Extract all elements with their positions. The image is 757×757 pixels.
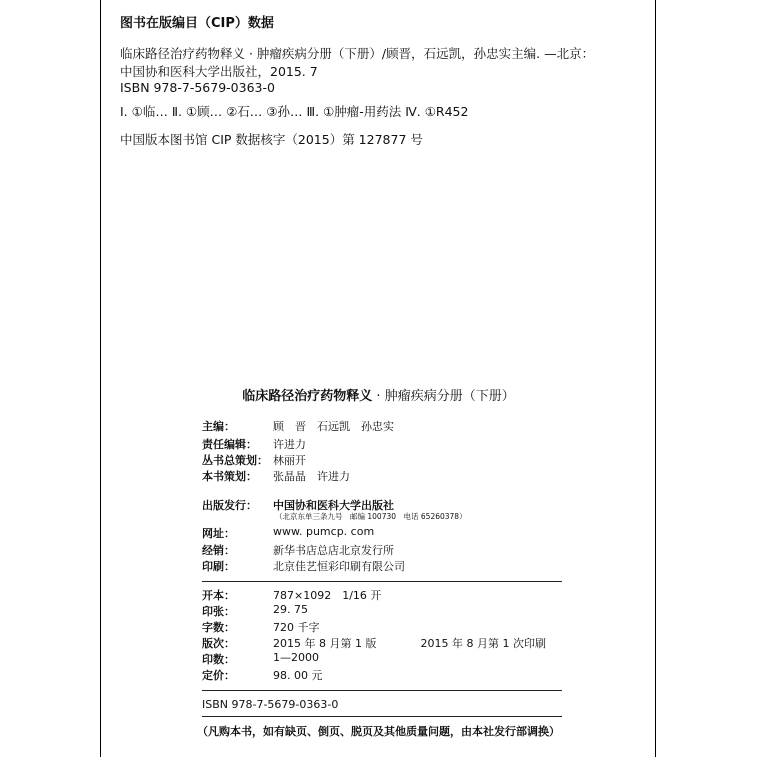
cip-line-1: 临床路径治疗药物释义 · 肿瘤疾病分册（下册）/顾晋，石远凯，孙忠实主编. —北京： [120, 46, 595, 61]
book-title [0, 385, 757, 404]
publisher-value-2: 新华书店总店北京发行所 [273, 544, 394, 557]
editor-label-2: 丛书总策划： [202, 454, 268, 467]
divider-middle [202, 690, 562, 691]
cip-line-4: Ⅰ. ①临… Ⅱ. ①顾… ②石… ③孙… Ⅲ. ①肿瘤-用药法 Ⅳ. ①R452 [120, 104, 469, 119]
divider-top [202, 581, 562, 582]
editor-value-1: 许进力 [273, 438, 306, 451]
spec-label-1: 印张： [202, 605, 235, 618]
cip-line-5: 中国版本图书馆 CIP 数据核字（2015）第 127877 号 [120, 132, 423, 147]
spec-value-1: 29. 75 [273, 603, 308, 616]
cip-line-2: 中国协和医科大学出版社，2015. 7 [120, 64, 318, 79]
publisher-label-2: 经销： [202, 544, 235, 557]
publisher-label-0: 出版发行： [202, 499, 257, 512]
book-title-main: 临床路径治疗药物释义 [242, 389, 373, 404]
editor-value-0: 顾 晋 石远凯 孙忠实 [273, 420, 394, 433]
isbn-bottom: ISBN 978-7-5679-0363-0 [202, 698, 339, 711]
spec-value-4: 1—2000 [273, 651, 319, 664]
spec-label-3: 版次： [202, 637, 235, 650]
spec-label-4: 印数： [202, 653, 235, 666]
publisher-label-3: 印刷： [202, 560, 235, 573]
publisher-value-1: www. pumcp. com [273, 525, 375, 538]
editor-label-1: 责任编辑： [202, 438, 257, 451]
editor-label-3: 本书策划： [202, 470, 257, 483]
publisher-value-0: 中国协和医科大学出版社 [273, 499, 394, 512]
spec-value-2: 720 千字 [273, 621, 320, 634]
editor-label-0: 主编： [202, 420, 235, 433]
editor-value-3: 张晶晶 许进力 [273, 470, 350, 483]
divider-bottom [202, 716, 562, 717]
spec-label-2: 字数： [202, 621, 235, 634]
book-title-sub: · 肿瘤疾病分册（下册） [372, 389, 515, 404]
spec-value-0: 787×1092 1/16 开 [273, 589, 382, 602]
editor-value-2: 林丽开 [273, 454, 306, 467]
publisher-label-1: 网址： [202, 527, 235, 540]
cip-line-3: ISBN 978-7-5679-0363-0 [120, 80, 275, 95]
cip-heading: 图书在版编目（CIP）数据 [120, 16, 274, 31]
spec-value-5: 98. 00 元 [273, 669, 323, 682]
publisher-address: （北京东单三条九号 邮编 100730 电话 65260378） [275, 512, 467, 521]
spec-label-0: 开本： [202, 589, 235, 602]
publisher-value-3: 北京佳艺恒彩印刷有限公司 [273, 560, 405, 573]
quality-notice: （凡购本书，如有缺页、倒页、脱页及其他质量问题，由本社发行部调换） [197, 725, 560, 738]
spec-value-3: 2015 年 8 月第 1 版 2015 年 8 月第 1 次印刷 [273, 637, 546, 650]
spec-label-5: 定价： [202, 669, 235, 682]
